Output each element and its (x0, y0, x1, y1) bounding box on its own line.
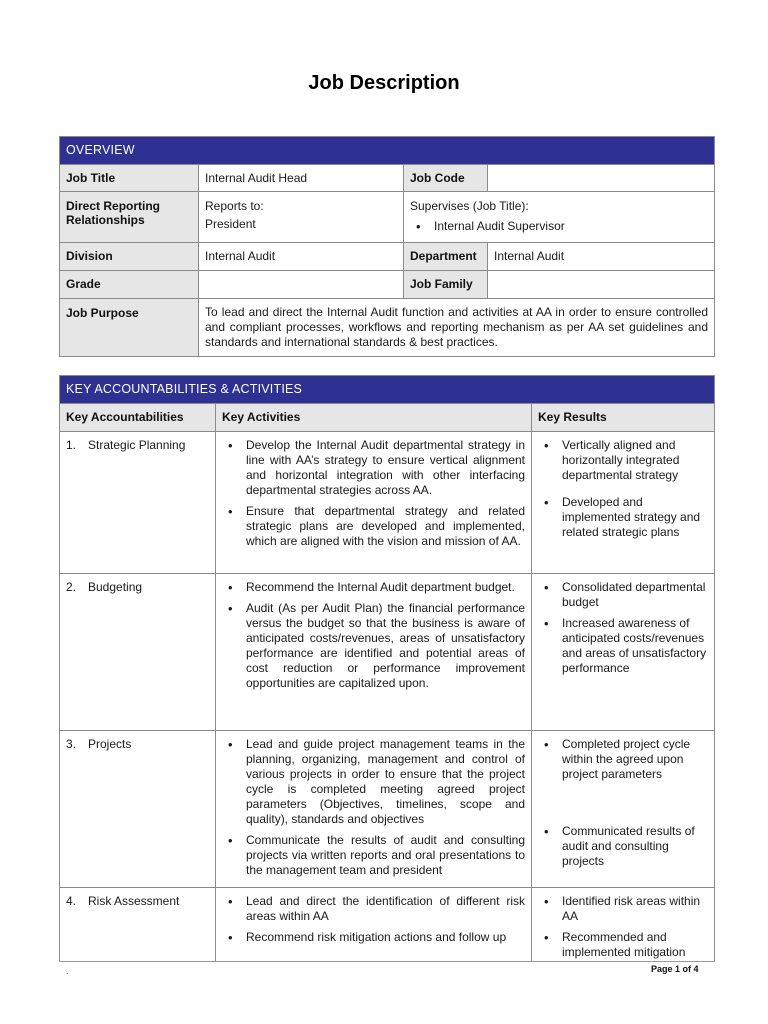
activity-item: • Recommend the Internal Audit department budget. (222, 580, 525, 595)
activities-cell (216, 432, 532, 574)
col-accountabilities: Key Accountabilities (60, 404, 216, 432)
activity-item: • Recommend risk mitigation actions and follow up (222, 930, 525, 945)
result-item: • Recommended and implemented mitigation (538, 930, 708, 960)
result-item: • Completed project cycle within the agreed upon project parameters (538, 737, 708, 782)
job-title-label: Job Title (60, 165, 199, 192)
activities-cell (216, 731, 532, 888)
col-results: Key Results (532, 404, 715, 432)
job-code-value (488, 165, 715, 192)
supervises-label: Supervises (Job Title): (410, 199, 529, 213)
supervises-item: • Internal Audit Supervisor (410, 218, 708, 235)
job-purpose-value: To lead and direct the Internal Audit function and activities at AA in order to ensure controlled and compliant processes, workflows and reporting mechanism as per AA set guidelines and standards and international standards & best practices. (199, 299, 715, 357)
supervises-cell (404, 192, 715, 243)
activities-cell (216, 888, 532, 962)
result-item: • Consolidated departmental budget (538, 580, 708, 610)
accountability-name: Strategic Planning (88, 438, 186, 452)
accountability-number: 3. (66, 737, 77, 751)
result-item: • Identified risk areas within AA (538, 894, 708, 924)
division-value: Internal Audit (199, 243, 404, 271)
grade-value (199, 271, 404, 299)
key-accountabilities-table (59, 375, 715, 962)
department-label: Department (404, 243, 488, 271)
activity-item: • Ensure that departmental strategy and related strategic plans are developed and implemented, which are aligned with the vision and mission of AA. (222, 504, 525, 549)
accountability-cell (60, 432, 216, 574)
job-code-label: Job Code (404, 165, 488, 192)
department-value: Internal Audit (488, 243, 715, 271)
results-cell (532, 432, 715, 574)
grade-label: Grade (60, 271, 199, 299)
activities-cell (216, 574, 532, 731)
key-header: KEY ACCOUNTABILITIES & ACTIVITIES (60, 376, 715, 404)
reporting-label: Direct Reporting Relationships (60, 192, 199, 243)
activity-item: • Lead and direct the identification of different risk areas within AA (222, 894, 525, 924)
table-row (60, 574, 715, 731)
table-row (60, 432, 715, 574)
result-item: • Increased awareness of anticipated costs/revenues and areas of unsatisfactory performance (538, 616, 708, 676)
result-item: • Vertically aligned and horizontally integrated departmental strategy (538, 438, 708, 483)
results-cell (532, 731, 715, 888)
job-family-value (488, 271, 715, 299)
activity-item: • Communicate the results of audit and consulting projects via written reports and oral presentations to the management team and president (222, 833, 525, 878)
reports-to-value: President (205, 217, 256, 231)
accountability-name: Risk Assessment (88, 894, 180, 908)
accountability-cell (60, 574, 216, 731)
col-activities: Key Activities (216, 404, 532, 432)
accountability-cell (60, 731, 216, 888)
overview-header: OVERVIEW (60, 137, 715, 165)
accountability-number: 2. (66, 580, 77, 594)
division-label: Division (60, 243, 199, 271)
reports-to-label: Reports to: (205, 199, 264, 213)
result-item: • Developed and implemented strategy and related strategic plans (538, 495, 708, 540)
reports-to-cell (199, 192, 404, 243)
accountability-name: Projects (88, 737, 132, 751)
activity-item: • Lead and guide project management teams in the planning, organizing, management and control of various projects in order to ensure that the project cycle is completed meeting agreed project parameters (Objectives, timelines, scope and quality), standards and objectives (222, 737, 525, 827)
accountability-name: Budgeting (88, 580, 143, 594)
overview-table (59, 136, 715, 357)
accountability-cell (60, 888, 216, 962)
job-purpose-label: Job Purpose (60, 299, 199, 357)
results-cell (532, 574, 715, 731)
page-title: Job Description (308, 72, 460, 94)
footer-mark: . (66, 966, 69, 976)
footer-divider (59, 961, 714, 962)
job-title-value: Internal Audit Head (199, 165, 404, 192)
accountability-number: 1. (66, 438, 77, 452)
result-item: • Communicated results of audit and consulting projects (538, 824, 708, 869)
table-row (60, 888, 715, 962)
activity-item: • Audit (As per Audit Plan) the financial performance versus the budget so that the business is aware of anticipated costs/revenues, areas of unsatisfactory performance are identified and potential areas of cost reduction or performance improvement opportunities are capitalized upon. (222, 601, 525, 691)
results-cell (532, 888, 715, 962)
accountability-number: 4. (66, 894, 77, 908)
job-family-label: Job Family (404, 271, 488, 299)
activity-item: • Develop the Internal Audit departmental strategy in line with AA’s strategy to ensure vertical alignment and horizontal integration with other interfacing departmental strategies across AA. (222, 438, 525, 498)
page-number: Page 1 of 4 (651, 964, 699, 974)
table-row (60, 731, 715, 888)
